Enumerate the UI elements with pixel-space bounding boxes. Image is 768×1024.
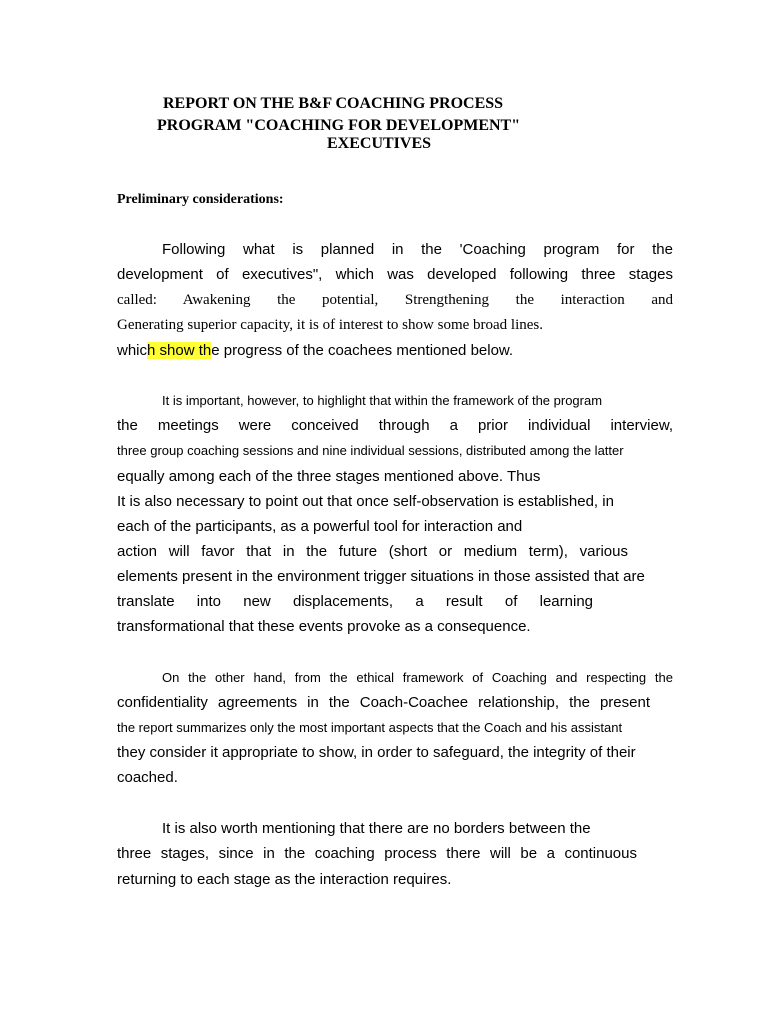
paragraph-2-line-7: action will favor that in the future (short or medium term), various — [117, 543, 628, 560]
paragraph-3-line-1: On the other hand, from the ethical framework of Coaching and respecting the — [162, 670, 673, 685]
paragraph-4-line-1: It is also worth mentioning that there are no borders between the — [162, 820, 591, 837]
paragraph-2-line-1: It is important, however, to highlight that within the framework of the program — [162, 393, 603, 408]
paragraph-1-line-3: called: Awakening the potential, Strengthening the interaction and — [117, 292, 673, 308]
document-title-line-3: EXECUTIVES — [327, 135, 432, 152]
paragraph-4-line-2: three stages, since in the coaching process there will be a continuous — [117, 845, 637, 862]
paragraph-2-line-6: each of the participants, as a powerful tool for interaction and — [117, 518, 523, 535]
paragraph-1-line-1: Following what is planned in the 'Coaching program for the — [162, 241, 673, 258]
paragraph-2-line-2: the meetings were conceived through a prior individual interview, — [117, 417, 673, 434]
paragraph-2-line-9: translate into new displacements, a result of learning — [117, 593, 593, 610]
paragraph-2-line-5: It is also necessary to point out that once self-observation is established, in — [117, 493, 614, 510]
paragraph-4-line-3: returning to each stage as the interaction requires. — [117, 871, 452, 888]
paragraph-3-line-2: confidentiality agreements in the Coach-Coachee relationship, the present — [117, 694, 650, 711]
paragraph-3-line-5: coached. — [117, 769, 178, 786]
paragraph-2-line-4: equally among each of the three stages mentioned above. Thus — [117, 468, 541, 485]
paragraph-2-line-10: transformational that these events provoke as a consequence. — [117, 618, 531, 635]
paragraph-1-line-4: Generating superior capacity, it is of interest to show some broad lines. — [117, 317, 543, 333]
paragraph-3-line-4: they consider it appropriate to show, in order to safeguard, the integrity of their — [117, 744, 636, 761]
paragraph-1-line-5 — [117, 341, 673, 361]
document-title-line-2: PROGRAM "COACHING FOR DEVELOPMENT" — [157, 117, 521, 134]
paragraph-2-line-3: three group coaching sessions and nine individual sessions, distributed among the latter — [117, 443, 624, 458]
paragraph-2-line-8: elements present in the environment trigger situations in those assisted that are — [117, 568, 645, 585]
paragraph-1-line-5-end: e progress of the coachees mentioned below. — [211, 342, 514, 359]
paragraph-3-line-3: the report summarizes only the most important aspects that the Coach and his assistant — [117, 720, 623, 735]
document-title-line-1: REPORT ON THE B&F COACHING PROCESS — [163, 95, 504, 112]
paragraph-1-line-2: development of executives", which was developed following three stages — [117, 266, 673, 283]
section-heading: Preliminary considerations: — [117, 192, 284, 207]
paragraph-1-line-5-start: whic — [117, 342, 148, 359]
highlighted-text: h show th — [147, 342, 212, 359]
